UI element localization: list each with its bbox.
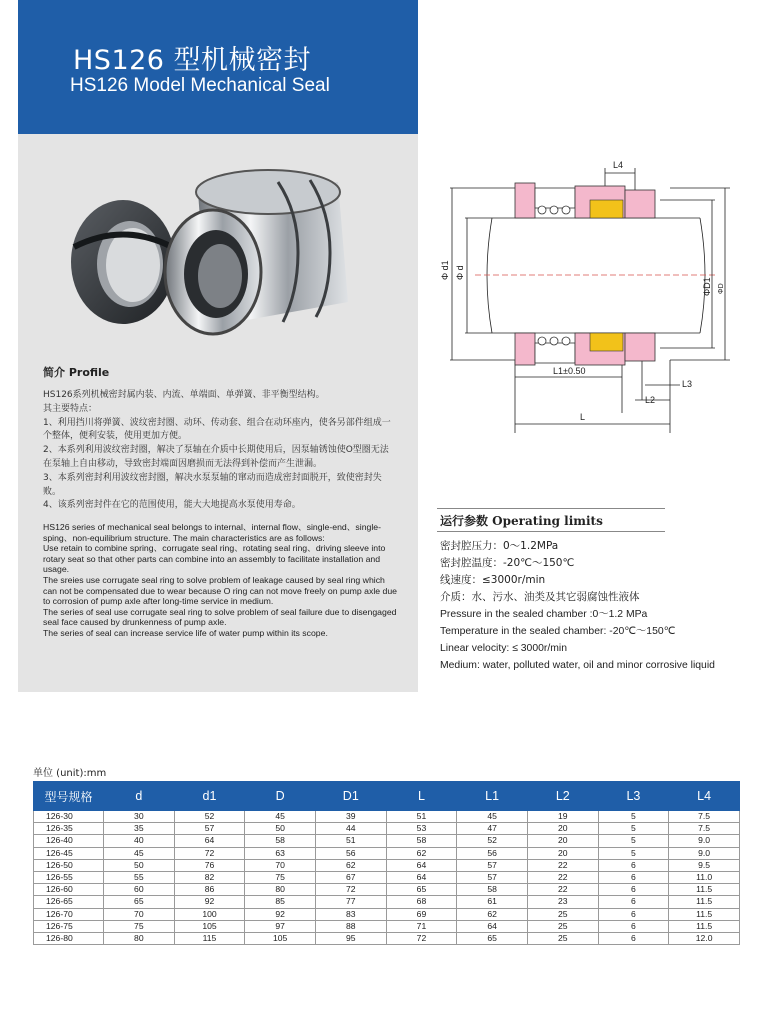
table-cell: 75 xyxy=(245,871,316,883)
table-row xyxy=(34,884,740,896)
table-cell: 105 xyxy=(174,920,245,932)
model-cell: 126-55 xyxy=(34,871,104,883)
seal-head xyxy=(165,170,348,334)
table-cell: 100 xyxy=(174,908,245,920)
stationary-seat-ring xyxy=(71,200,175,324)
table-cell: 88 xyxy=(315,920,386,932)
table-cell: 62 xyxy=(315,859,386,871)
table-cell: 44 xyxy=(315,823,386,835)
dim-label-l1: L1±0.50 xyxy=(553,366,586,376)
operating-limits-title: 运行参数 Operating limits xyxy=(440,514,603,528)
col-header: d xyxy=(104,782,175,811)
table-cell: 63 xyxy=(245,847,316,859)
model-cell: 126-30 xyxy=(34,811,104,823)
dim-label-phi-d: Φ d xyxy=(455,265,465,280)
table-cell: 72 xyxy=(174,847,245,859)
table-cell: 11.5 xyxy=(669,884,740,896)
profile-en-paragraph: The series of seal can increase service life of water pump within its scope. xyxy=(43,627,328,638)
profile-zh-item: 3、本系列密封利用波纹密封圈，解决水泵泵轴的窜动而造成密封面脱开，致使密封失败。 xyxy=(43,472,382,497)
table-cell: 45 xyxy=(104,847,175,859)
table-cell: 80 xyxy=(104,932,175,944)
table-cell: 82 xyxy=(174,871,245,883)
table-cell: 77 xyxy=(315,896,386,908)
profile-text-en xyxy=(43,522,399,639)
table-cell: 7.5 xyxy=(669,811,740,823)
col-header: D1 xyxy=(315,782,386,811)
table-cell: 6 xyxy=(598,908,669,920)
table-cell: 62 xyxy=(386,847,457,859)
op-line-zh: 密封腔压力：0～1.2MPa xyxy=(440,540,559,552)
table-cell: 6 xyxy=(598,859,669,871)
divider xyxy=(437,531,665,532)
table-cell: 9.0 xyxy=(669,847,740,859)
table-cell: 45 xyxy=(245,811,316,823)
dim-label-phi-d1: Φ d1 xyxy=(440,260,450,280)
table-cell: 86 xyxy=(174,884,245,896)
table-cell: 19 xyxy=(527,811,598,823)
table-cell: 64 xyxy=(174,835,245,847)
table-cell: 55 xyxy=(104,871,175,883)
table-cell: 92 xyxy=(174,896,245,908)
profile-en-paragraph: The sreies use corrugate seal ring to solve problem of leakage caused by seal ring which can not be compensated due to wear because O ring can not move freely on pump axle due to corrosion of pump axle after long-time service in medium. xyxy=(43,574,397,607)
table-cell: 83 xyxy=(315,908,386,920)
table-cell: 6 xyxy=(598,932,669,944)
table-row xyxy=(34,847,740,859)
table-cell: 6 xyxy=(598,920,669,932)
table-cell: 20 xyxy=(527,835,598,847)
table-cell: 22 xyxy=(527,859,598,871)
table-cell: 5 xyxy=(598,835,669,847)
table-cell: 64 xyxy=(457,920,528,932)
operating-limits-list xyxy=(440,538,750,674)
table-cell: 7.5 xyxy=(669,823,740,835)
table-cell: 105 xyxy=(245,932,316,944)
profile-zh-item: 1、利用挡川将弹簧、波纹密封圈、动环、传动套、组合在动环座内，使各另部件组成一个整体，便利安装，使用更加方便。 xyxy=(43,417,391,442)
table-cell: 53 xyxy=(386,823,457,835)
model-cell: 126-60 xyxy=(34,884,104,896)
profile-title: 简介 Profile xyxy=(43,366,110,379)
table-cell: 20 xyxy=(527,823,598,835)
table-cell: 75 xyxy=(104,920,175,932)
model-cell: 126-70 xyxy=(34,908,104,920)
table-cell: 57 xyxy=(457,871,528,883)
table-cell: 25 xyxy=(527,908,598,920)
table-cell: 23 xyxy=(527,896,598,908)
col-header: L1 xyxy=(457,782,528,811)
table-cell: 97 xyxy=(245,920,316,932)
table-cell: 56 xyxy=(315,847,386,859)
table-cell: 65 xyxy=(457,932,528,944)
profile-zh-item: 2、本系列利用波纹密封圈，解决了泵轴在介质中长期使用后，因泵轴锈蚀使O型圈无法在泵轴上自由移动，导致密封端面因磨损而无法得到补偿而产生泄漏。 xyxy=(43,445,389,469)
table-cell: 47 xyxy=(457,823,528,835)
page-title-en: HS126 Model Mechanical Seal xyxy=(70,75,330,96)
table-cell: 57 xyxy=(457,859,528,871)
table-cell: 67 xyxy=(315,871,386,883)
table-cell: 6 xyxy=(598,871,669,883)
table-row xyxy=(34,823,740,835)
model-cell: 126-75 xyxy=(34,920,104,932)
table-cell: 65 xyxy=(386,884,457,896)
divider xyxy=(437,508,665,509)
table-cell: 20 xyxy=(527,847,598,859)
table-cell: 51 xyxy=(315,835,386,847)
seal-section-bottom xyxy=(515,333,655,365)
table-row xyxy=(34,859,740,871)
dim-label-l2: L2 xyxy=(645,395,656,405)
table-row xyxy=(34,920,740,932)
profile-zh-item: 4、该系列密封件在它的范围使用，能大大地提高水泵使用寿命。 xyxy=(43,500,301,511)
table-cell: 95 xyxy=(315,932,386,944)
table-cell: 50 xyxy=(245,823,316,835)
profile-zh-features-title: 其主要特点： xyxy=(43,403,98,414)
table-cell: 22 xyxy=(527,884,598,896)
table-cell: 65 xyxy=(104,896,175,908)
table-row xyxy=(34,835,740,847)
profile-en-paragraph: Use retain to combine spring、corrugate seal ring、rotating seal ring、driving sleeve into rotary seat so that other parts can combine into an assembly to facilitate installation and usage. xyxy=(43,543,386,575)
table-cell: 80 xyxy=(245,884,316,896)
model-cell: 126-35 xyxy=(34,823,104,835)
table-cell: 70 xyxy=(104,908,175,920)
cross-section-diagram xyxy=(430,148,740,438)
table-cell: 62 xyxy=(457,908,528,920)
dim-label-phi-D: ΦD xyxy=(718,283,725,294)
table-row xyxy=(34,908,740,920)
table-cell: 60 xyxy=(104,884,175,896)
profile-zh-intro: HS126系列机械密封属内装、内流、单端面、单弹簧、非平衡型结构。 xyxy=(43,390,325,400)
dim-label-l: L xyxy=(580,412,586,422)
table-cell: 25 xyxy=(527,932,598,944)
table-cell: 35 xyxy=(104,823,175,835)
col-header: D xyxy=(245,782,316,811)
table-cell: 58 xyxy=(245,835,316,847)
table-cell: 64 xyxy=(386,871,457,883)
op-line-en: Linear velocity: ≤ 3000r/min xyxy=(440,643,567,654)
table-cell: 50 xyxy=(104,859,175,871)
dim-label-l4: L4 xyxy=(613,160,624,170)
spec-table xyxy=(33,781,740,945)
col-header: L4 xyxy=(669,782,740,811)
table-cell: 92 xyxy=(245,908,316,920)
table-cell: 25 xyxy=(527,920,598,932)
dim-label-l3: L3 xyxy=(682,379,693,389)
table-cell: 30 xyxy=(104,811,175,823)
table-cell: 11.0 xyxy=(669,871,740,883)
table-cell: 5 xyxy=(598,823,669,835)
col-header: L xyxy=(386,782,457,811)
table-cell: 70 xyxy=(245,859,316,871)
op-line-zh: 介质：水、污水、油类及其它弱腐蚀性液体 xyxy=(440,591,640,603)
model-cell: 126-40 xyxy=(34,835,104,847)
dim-label-phi-D1: ΦD1 xyxy=(702,277,712,296)
table-cell: 68 xyxy=(386,896,457,908)
table-cell: 69 xyxy=(386,908,457,920)
table-row xyxy=(34,871,740,883)
table-cell: 72 xyxy=(386,932,457,944)
op-line-zh: 密封腔温度：-20℃～150℃ xyxy=(440,557,575,569)
table-cell: 6 xyxy=(598,896,669,908)
table-cell: 5 xyxy=(598,847,669,859)
op-line-en: Medium: water, polluted water, oil and minor corrosive liquid xyxy=(440,660,715,671)
op-line-en: Temperature in the sealed chamber: -20℃～150℃ xyxy=(440,626,676,637)
table-cell: 52 xyxy=(457,835,528,847)
col-header: d1 xyxy=(174,782,245,811)
op-line-zh: 线速度：≤3000r/min xyxy=(440,574,546,586)
seal-section-top xyxy=(515,183,655,218)
table-cell: 85 xyxy=(245,896,316,908)
profile-panel xyxy=(18,134,418,692)
product-photo xyxy=(48,152,378,342)
col-header: L2 xyxy=(527,782,598,811)
model-cell: 126-65 xyxy=(34,896,104,908)
model-cell: 126-50 xyxy=(34,859,104,871)
table-row xyxy=(34,811,740,823)
profile-text-zh xyxy=(43,389,393,513)
table-cell: 115 xyxy=(174,932,245,944)
table-cell: 6 xyxy=(598,884,669,896)
unit-label: 单位 (unit):mm xyxy=(33,768,107,779)
table-cell: 51 xyxy=(386,811,457,823)
table-header-row xyxy=(34,782,740,811)
table-cell: 57 xyxy=(174,823,245,835)
col-header: 型号规格 xyxy=(34,782,104,811)
table-cell: 40 xyxy=(104,835,175,847)
table-row xyxy=(34,896,740,908)
table-cell: 52 xyxy=(174,811,245,823)
table-cell: 64 xyxy=(386,859,457,871)
table-cell: 9.5 xyxy=(669,859,740,871)
table-cell: 71 xyxy=(386,920,457,932)
table-cell: 12.0 xyxy=(669,932,740,944)
op-line-en: Pressure in the sealed chamber :0～1.2 MPa xyxy=(440,609,648,620)
table-cell: 5 xyxy=(598,811,669,823)
table-cell: 72 xyxy=(315,884,386,896)
model-cell: 126-80 xyxy=(34,932,104,944)
profile-en-paragraph: The series of seal use corrugate seal ring to solve problem of seal failure due to disengaged seal face caused by drunkenness of pump axle. xyxy=(43,606,397,628)
profile-en-paragraph: HS126 series of mechanical seal belongs to internal、internal flow、single-end、single-sping、non-equilibrium structure. The main characteristics are as follows: xyxy=(43,522,382,543)
model-cell: 126-45 xyxy=(34,847,104,859)
table-cell: 45 xyxy=(457,811,528,823)
table-cell: 9.0 xyxy=(669,835,740,847)
table-cell: 61 xyxy=(457,896,528,908)
table-cell: 56 xyxy=(457,847,528,859)
table-cell: 22 xyxy=(527,871,598,883)
table-cell: 39 xyxy=(315,811,386,823)
table-cell: 11.5 xyxy=(669,908,740,920)
table-cell: 58 xyxy=(386,835,457,847)
col-header: L3 xyxy=(598,782,669,811)
table-cell: 58 xyxy=(457,884,528,896)
table-row xyxy=(34,932,740,944)
title-banner xyxy=(18,0,418,134)
table-cell: 76 xyxy=(174,859,245,871)
table-cell: 11.5 xyxy=(669,920,740,932)
table-cell: 11.5 xyxy=(669,896,740,908)
page-title-zh: HS126 型机械密封 xyxy=(73,45,312,76)
